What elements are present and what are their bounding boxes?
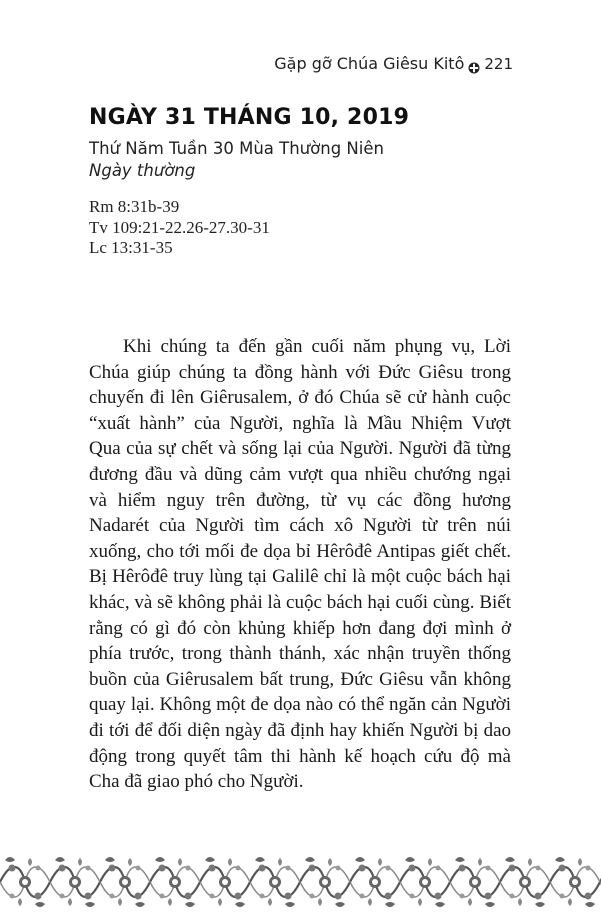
reading-psalm: Tv 109:21-22.26-27.30-31 [89,217,270,237]
running-head [274,54,513,73]
day-type: Ngày thường [89,161,196,180]
reading-first: Rm 8:31b-39 [89,197,180,216]
floral-border-ornament [0,852,601,912]
reading-gospel: Lc 13:31-35 [89,238,173,257]
liturgical-day: Thứ Năm Tuần 30 Mùa Thường Niên [89,139,384,158]
date-heading: NGÀY 31 THÁNG 10, 2019 [89,105,410,130]
cross-icon [468,59,480,71]
book-title: Gặp gỡ Chúa Giêsu Kitô [274,54,465,73]
scripture-readings [89,197,270,259]
reflection-paragraph: Khi chúng ta đến gần cuối năm phụng vụ, Lời Chúa giúp chúng ta đồng hành với Đức Giêsu trong chuyến đi lên Giêrusalem, ở đó Chúa sẽ cử hành cuộc “xuất hành” của Người, nghĩa là Mầu Nhiệm Vượt Qua của sự chết và sống lại của Người. Người đã từng đương đầu và dũng cảm vượt qua nhiều chướng ngại và hiểm nguy trên đường, từ vụ các đồng hương Nadarét của Người tìm cách xô Người từ trên núi xuống, cho tới mối đe dọa bỉ Hêrôđê Antipas giết chết. Bị Hêrôđê truy lùng tại Galilê chỉ là một cuộc bách hại khác, và sẽ không phải là cuộc bách hại cuối cùng. Biết rằng có gì đó còn khủng khiếp hơn đang đợi mình ở phía trước, trong thành thánh, xác nhận truyền thống buồn của Giêrusalem bất trung, Đức Giêsu vẫn không quay lại. Không một đe dọa nào có thể ngăn cản Người đi tới để đối diện ngày đã định hay khiến Người bị dao động trong quyết tâm thi hành kế hoạch cứu độ mà Cha đã giao phó cho Người. [89,336,511,793]
page-number: 221 [484,54,513,73]
